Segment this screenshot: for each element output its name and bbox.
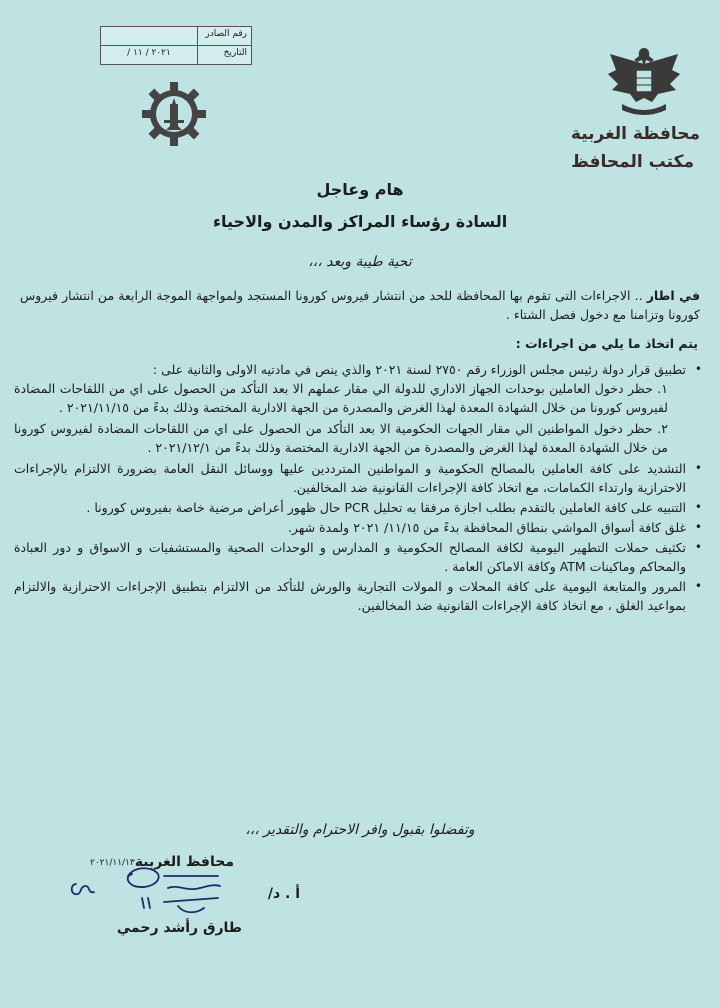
list-item-text: تطبيق قرار دولة رئيس مجلس الوزراء رقم ٢٧٥٠ لسنة ٢٠٢١ والذي ينص في مادتيه الاولى والثانية على : bbox=[152, 362, 686, 377]
measures-list bbox=[14, 360, 704, 616]
handwritten-signature-icon bbox=[68, 862, 238, 920]
reference-date-label: التاريخ bbox=[197, 46, 251, 64]
signature-title: أ . د/ bbox=[267, 886, 300, 902]
governor-office: مكتب المحافظ bbox=[571, 152, 694, 172]
urgent-heading: هام وعاجل bbox=[316, 180, 404, 199]
bullet-icon: • bbox=[694, 500, 702, 514]
reference-box bbox=[100, 26, 252, 65]
list-item bbox=[14, 577, 704, 615]
reference-number-label: رقم الصادر bbox=[197, 27, 251, 45]
intro-text: .. الاجراءات التى تقوم بها المحافظة للحد من انتشار فيروس كورونا المستجد ولمواجهة الموجة الرابعة من انتشار فيروس كورونا وتزامنا مع دخول فصل الشتاء . bbox=[20, 288, 700, 322]
list-item-text: المرور والمتابعة اليومية على كافة المحلات و المولات التجارية والورش للتأكد من الالتزام بتطبيق الإجراءات الاحترازية والالتزام بمواعيد الغلق ، مع اتخاذ كافة الإجراءات القانونية ضد المخالفين. bbox=[14, 579, 686, 613]
bullet-icon: • bbox=[694, 461, 702, 475]
greeting-line: تحية طيبة وبعد ،،، bbox=[308, 254, 412, 270]
intro-paragraph bbox=[20, 286, 700, 324]
intro-lead: في اطار bbox=[646, 288, 700, 303]
list-item bbox=[14, 538, 704, 576]
reference-number-row bbox=[101, 27, 251, 46]
bullet-icon: • bbox=[694, 362, 702, 376]
addressee-heading: السادة رؤساء المراكز والمدن والاحياء bbox=[212, 212, 508, 231]
list-item-text: تكثيف حملات التطهير اليومية لكافة المصالح الحكومية و المدارس و الوحدات الصحية والمستشفيات و الاسواق و دور العبادة والمحاكم وماكينات ATM وكافة الاماكن العامة . bbox=[14, 540, 686, 574]
list-item-text: التشديد على كافة العاملين بالمصالح الحكومية و المواطنين المترددين عليها ووسائل النقل العامة بضرورة الالتزام بالإجراءات الاحترازية وارتداء الكمامات، مع اتخاذ كافة الإجراءات القانونية ضد المخالفين. bbox=[14, 461, 686, 495]
list-item bbox=[14, 498, 704, 517]
bullet-icon: • bbox=[694, 520, 702, 534]
bullet-icon: • bbox=[694, 579, 702, 593]
list-item bbox=[14, 459, 704, 497]
signature-name: طارق رأشد رحمي bbox=[116, 920, 242, 936]
reference-number-value bbox=[101, 27, 197, 45]
sub-list-item: ١. حظر دخول العاملين بوحدات الجهاز الاداري للدولة الي مقار عملهم الا بعد التأكد من الحصول على اي من اللقاحات المضادة لفيروس كورونا من خلال الشهادة المعدة لهذا الغرض والمصدرة من الجهة الادارية المختصة وذلك بدءً من ٢٠٢١/١١/١٥ . bbox=[14, 381, 668, 415]
list-item-text: التنبيه على كافة العاملين بالتقدم بطلب اجازة مرفقا به تحليل PCR حال ظهور أعراض مرضية خاصة بفيروس كورونا . bbox=[86, 500, 686, 515]
list-item bbox=[14, 360, 704, 457]
reference-date-value: ٢٠٢١ / ١١ / bbox=[127, 48, 171, 58]
gear-logo-icon bbox=[140, 80, 208, 148]
eagle-emblem-icon bbox=[604, 40, 684, 118]
reference-date-row bbox=[101, 46, 251, 64]
decisions-heading: يتم اتخاذ ما يلي من اجراءات : bbox=[515, 336, 698, 351]
document-date: ٢٠٢١/١١/١٣ bbox=[90, 858, 135, 868]
list-item-text: غلق كافة أسواق المواشي بنطاق المحافظة بدءً من ١١/١٥/ ٢٠٢١ ولمدة شهر. bbox=[287, 520, 686, 535]
closing-line: وتفضلوا بقبول وافر الاحترام والتقدير ،،، bbox=[245, 822, 475, 838]
signature-governorate: محافظ الغربية bbox=[134, 854, 234, 870]
list-item bbox=[14, 518, 704, 537]
governorate-name: محافظة الغربية bbox=[570, 124, 700, 144]
sub-list bbox=[14, 379, 686, 457]
sub-list-item: ٢. حظر دخول المواطنين الي مقار الجهات الحكومية الا بعد التأكد من الحصول على اي من اللقاحات المضادة لفيروس كورونا من خلال الشهادة المعدة لهذا الغرض والمصدرة من الجهة الادارية المختصة وذلك بدءً من ٢٠٢١/١٢/١ . bbox=[14, 421, 668, 455]
bullet-icon: • bbox=[694, 540, 702, 554]
